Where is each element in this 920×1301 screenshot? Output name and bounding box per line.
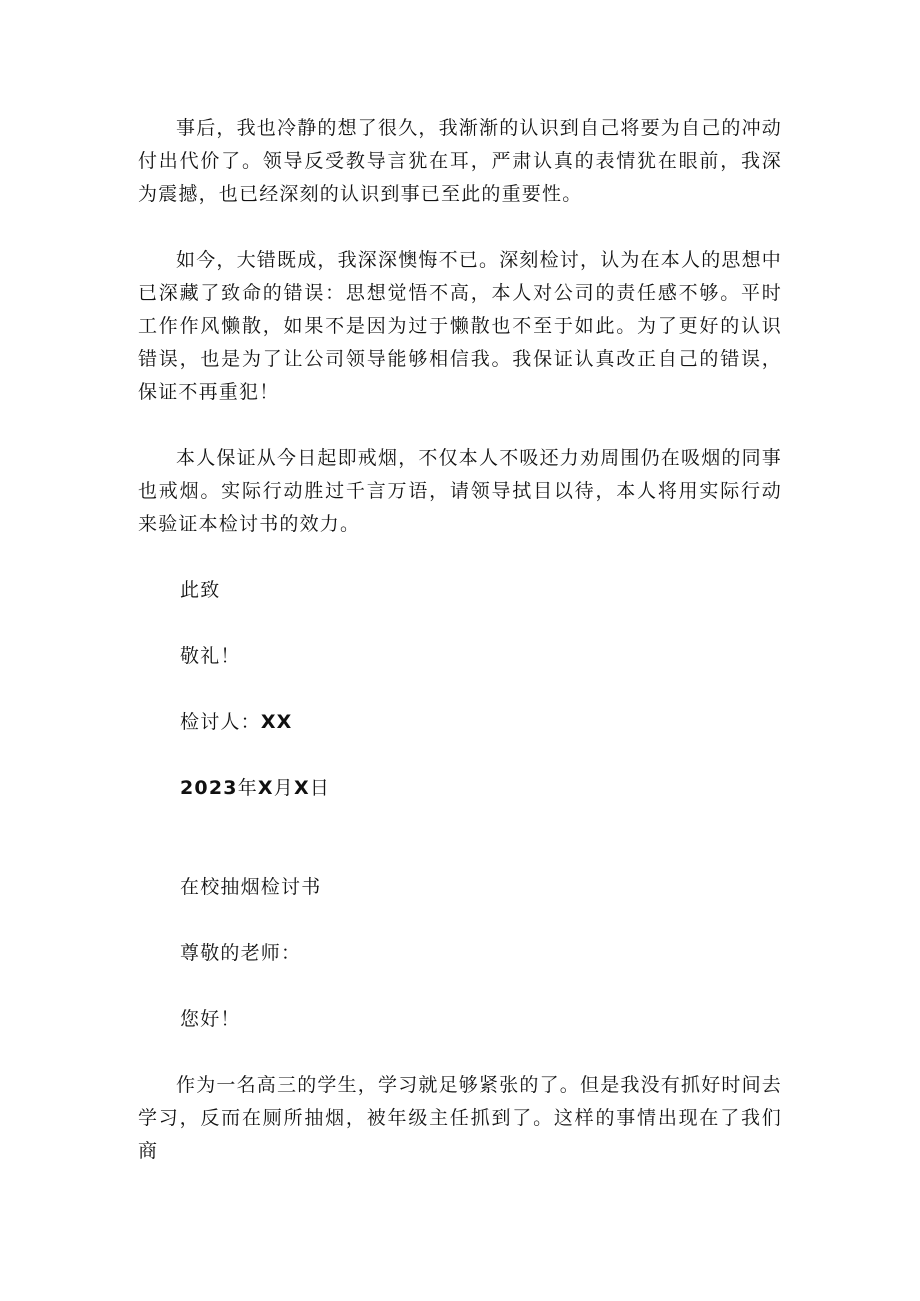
paragraph-student: 作为一名高三的学生，学习就足够紧张的了。但是我没有抓好时间去学习，反而在厕所抽烟，被年级主任抓到了。这样的事情出现在了我们商 [138,1074,783,1162]
signer-label: 检讨人： [180,711,261,733]
signer-name: XX [260,711,293,733]
date-month: X [257,777,274,799]
greeting: 您好！ [180,1008,241,1030]
date-day-unit: 日 [309,777,331,799]
date-day: X [293,777,310,799]
date-line [138,772,782,805]
paragraph-regret: 如今，大错既成，我深深懊悔不已。深刻检讨，认为在本人的思想中已深藏了致命的错误：思想觉悟不高，本人对公司的责任感不够。平时工作作风懒散，如果不是因为过于懒散也不至于如此。为了更好的认识错误，也是为了让公司领导能够相信我。我保证认真改正自己的错误，保证不再重犯！ [138,249,783,403]
document-body [138,112,782,1168]
paragraph-pledge: 本人保证从今日起即戒烟，不仅本人不吸还力劝周围仍在吸烟的同事也戒烟。实际行动胜过千言万语，请领导拭目以待，本人将用实际行动来验证本检讨书的效力。 [138,447,783,535]
paragraph-reflection: 事后，我也冷静的想了很久，我渐渐的认识到自己将要为自己的冲动付出代价了。领导反受教导言犹在耳，严肃认真的表情犹在眼前，我深为震撼，也已经深刻的认识到事已至此的重要性。 [138,117,783,205]
second-document-title: 在校抽烟检讨书 [180,876,322,898]
date-month-unit: 月 [273,777,294,799]
date-year-unit: 年 [237,777,258,799]
closing-cizhi: 此致 [180,579,221,601]
salutation: 尊敬的老师： [180,942,302,964]
closing-jingli: 敬礼！ [180,645,241,667]
signer-line [138,706,782,739]
date-year: 2023 [180,777,238,799]
